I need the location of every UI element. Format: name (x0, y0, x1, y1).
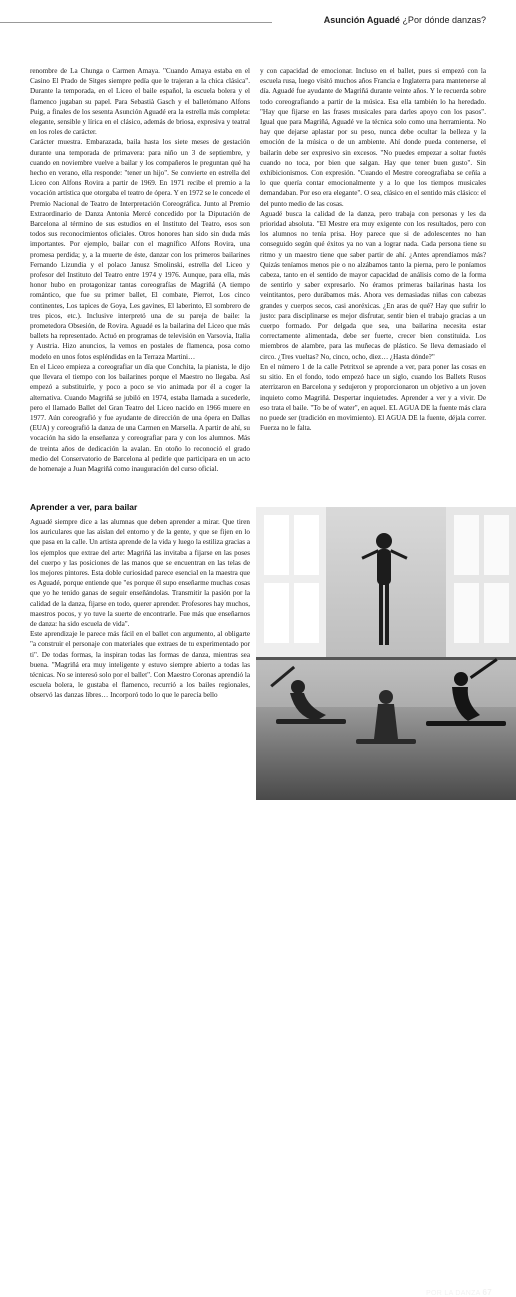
left-column-top (30, 66, 250, 491)
ballet-class-photo (256, 507, 516, 1297)
header-article-title: ¿Por dónde danzas? (402, 15, 486, 25)
page-footer (426, 1288, 492, 1297)
paragraph: renombre de La Chunga o Carmen Amaya. "Cuando Amaya estaba en el Casino El Prado de Sitges siempre pedía que le trajeran a la chica clásica". Durante la temporada, en el Liceo el baile español, la escuela bolera y el flamenco jugaban su papel. Para Sebastià Gasch y el balletómano Alfons Puig, a finales de los sesenta Asunción Aguadé era la estrella más completa: elegante, sensible y lírica en el clásico, además de briosa, expresiva y teatral en los roles de carácter. (30, 67, 250, 137)
magazine-name: POR LA DANZA (426, 1290, 481, 1297)
section-subheading: Aprender a ver, para bailar (30, 502, 138, 512)
paragraph: Este aprendizaje le parece más fácil en el ballet con argumento, al obligarte "a construir el personaje con materiales que extraes de tu experimentado por ti". De todas formas, la inspiran todas las formas de danza, mientras sea buena. "Magriñá era muy inteligente y estuvo siempre abierto a todas las técnicas. No se interesó solo por el ballet". Con Maestro Coronas aprendió la escuela bolera, le gustaba el flamenco, recurrió a los bailes regionales, observó las danzas libres… Incorporó todo lo que le parecía bello (30, 630, 250, 700)
page-number: 67 (482, 1288, 492, 1297)
running-title (324, 15, 486, 25)
paragraph: En el Liceo empieza a coreografiar un día que Conchita, la pianista, le dijo que llevara el tiempo con los bailarines porque el Maestro no llegaba. Así empezó a substituirle, y poco a poco se vio animada por él a coger la alternativa. Cuando Magriñá se jubiló en 1974, estaba llamada a sucederle, pero el llamado Ballet del Gran Teatro del Liceo nacido en 1966 muere en 1977. Aún coreografió y fue ayudante de dirección de una ópera en Dallas (EUA) y coreografió la danza de una Carmen en Marsella. A partir de ahí, su vocación ha sido la enseñanza y coreografiar para y con los alumnos. Más de treinta años de dedicación la avalan. En otoño lo reconoció el grado medio del Conservatorio de Barcelona al pedirle que participara en un acto de homenaje a Juan Magriñá como inauguración del curso oficial. (30, 362, 250, 473)
paragraph: Carácter muestra. Embarazada, baila hasta los siete meses de gestación durante una temporada de primavera: para niño un 3 de septiembre, y cuando en noviembre vuelve a bailar y los compañeros le preguntan qué ha hecho en verano, ella responde: "tener un hijo". Se convierte en estrella del Liceo con Alfons Rovira a partir de 1969. En 1971 recibe el premio a la vocación artística que otorgaba el teatro de ópera. Y en 1972 se le concede el Premio Nacional de Teatro de Interpretación Coreográfica. Junto al Premio Extraordinario de Danza Antonia Mercé concedido por la Diputación de Barcelona al término de sus estudios en el Instituto del Teatro, esos son todos sus reconocimientos oficiales. Otros honores han sido sin duda más importantes. Por ejemplo, bailar con el magnífico Alfons Rovira, una promesa perdida; y, a la muerte de éste, danzar con los primeros bailarines Fernando Lizundia y el polaco Janusz Smolinski, estrella del Liceo y profesor del Instituto del Teatro entre 1974 y 1976. Aunque, para ella, más honor hubo en protagonizar tantas coreografías de Magriñá (A tiempo romántico, que fue su primer ballet, El combate, Pierrot, Los cinco continentes, Los tapices de Goya, Les gavines, El laberinto, El sombrero de tres picos, etc.). Inclusive interpretó una de su pareja de baile: la prometedora Obsesión, de Rovira. Aguadé es la bailarina del Liceo que más ballets ha representado. Actuó en programas de televisión en Varsovia, Italia y Austria. Hizo anuncios, la vemos en postales de flamenca, posa como modelo en unos fotos espléndidas en la Terraza Martini… (30, 138, 250, 361)
header-name: Asunción Aguadé (323, 15, 400, 25)
photo-illustration (256, 507, 516, 800)
page-header (0, 0, 516, 46)
left-column-bottom (30, 517, 250, 787)
paragraph: Aguadé busca la calidad de la danza, pero trabaja con personas y les da prioridad absoluta. "El Mestre era muy exigente con los resultados, pero con los alumnos no tenía prisa. Hoy parece que si de adolescentes no han conseguido según qué éxitos ya no van a lograr nada. Cada persona tiene su ritmo y un maestro tiene que saber partir de ahí. ¿Antes aprendíamos más? Quizás teníamos menos pie o no alzábamos tanto la pierna, pero le poníamos cabeza, tanto en el sentido de mayor capacidad de análisis como de la forma de sentirlo y saber expresarlo. No éramos primeras bailarinas hasta los veintitantos, pero durábamos más. Ahora ves demasiadas niñas con cabezas grandes y cuerpos secos, casi anoréxicas. ¿En aras de qué? Hay que sufrir lo justo: para disciplinarse es mejor disfrutar, sentir bien el trabajo gracias a un cuerpo formado. Por delgada que sea, una bailarina necesita estar correctamente alimentada, debe ser fuerte, crecer bien constituida. Los miembros de alambre, para las muñecas de plástico. Se lleva demasiado el circo. ¿Tres vueltas? No, cinco, ocho, diez… ¿Hasta dónde?" (260, 209, 486, 361)
paragraph: Aguadé siempre dice a las alumnas que deben aprender a mirar. Que tiren los auriculares que las aíslan del entorno y de la gente, y que se fijen en lo que pasa en la calle. Un artista aprende de la vida y luego la estiliza gracias a los ejemplos que extrae del arte: Magriñá las invitaba a fijarse en las poses del cuerpo y las posiciones de las manos que se encuentran en las telas de los mejores pintores. Esta doble curiosidad parece esencial en la maestra que es Aguadé, porque entiende que "es porque él supo enseñarme muchas cosas que yo he tenido ganas de seguir enseñándolas. Transmitir la pasión por la calidad de la danza, fijarse en todo, querer aprender. Profesores hay muchos, maestros pocos, y yo tuve la suerte de encontrarle. Fue más que enseñarnos de danza: ha sido escuela de vida". (30, 518, 250, 629)
paragraph: En el número 1 de la calle Petritxol se aprende a ver, para poner las cosas en su sitio. En el fondo, todo empezó hace un siglo, cuando los Ballets Rusos aterrizaron en Barcelona y sedujeron y proporcionaron un objetivo a un joven inquieto como Magriñá. Despertar inquietudes. Aprender a ver y a vivir. De eso trata el baile. "To be of water", en aquel. EL AGUA DE la fuente más clara no puede ser (tradición en movimiento). El AGUA DE la fuente, déjala correr. Fuerza no le falta. (260, 362, 486, 433)
header-rule (0, 22, 272, 23)
paragraph: y con capacidad de emocionar. Incluso en el ballet, pues si empezó con la escuela rusa, luego visitó muchos años Francia e Inglaterra para mantenerse al día. Aguadé fue ayudante de Magriñá durante veinte años. Y le recuerda sobre todo coreografiando a partir de la música. Esa ella también lo ha heredado. "Hay que fijarse en las frases musicales para darles apoyo con los pasos". Igual que para Magriñá, Aguadé ve la técnica solo como una herramienta. No hay que dejarse aplastar por su peso, nunca debe ocultar la belleza y la emoción de la música o de un ambiente. Ahí donde pueda contenerse, el bailarín debe ser expresivo sin excesos. "No puedes empezar a soltar fuetés cuando no toca, por bien que salgan. Hay que tener buen gusto". Sin exhibicionismos. Con expresión. "Cuando el Mestre coreografiaba se ceñía a lo que quería contar emocionalmente y a lo que los tiempos musicales demandaban. Por eso era elegante". O sea, clásico en el sentido más clásico: el del punto medio de las cosas. (260, 67, 486, 208)
right-column-top (260, 66, 486, 498)
